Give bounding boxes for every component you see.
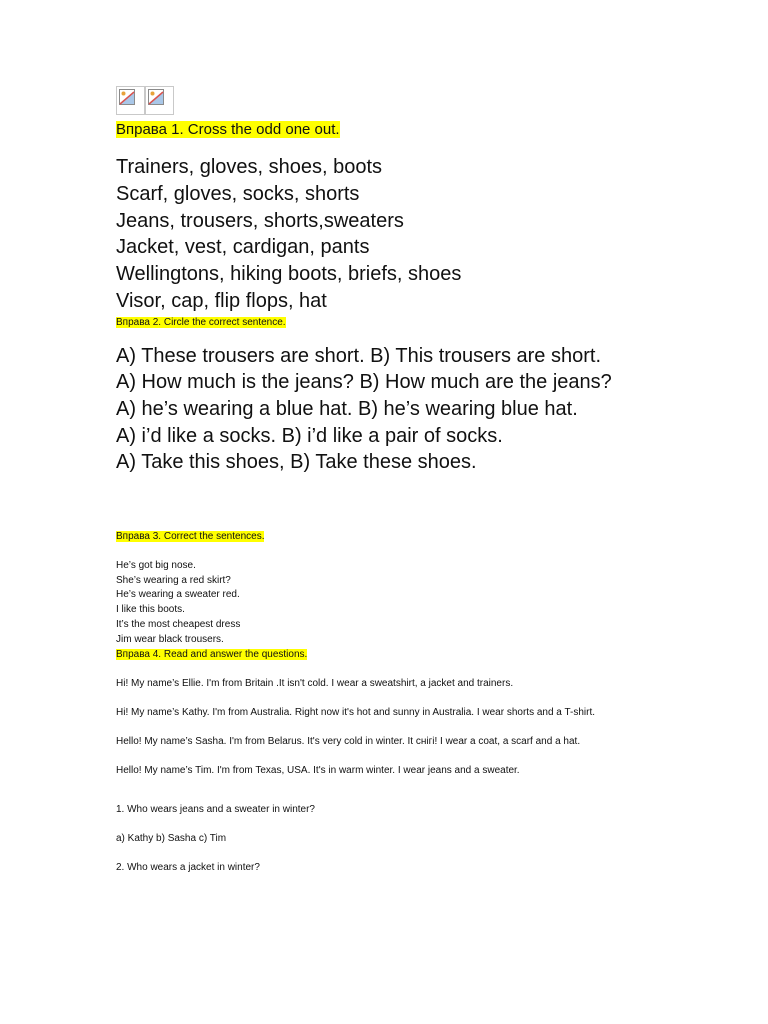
exercise2-heading: Вправа 2. Circle the correct sentence. [116, 316, 286, 328]
list-item: It’s the most cheapest dress [116, 618, 241, 630]
question-1-options: a) Kathy b) Sasha c) Tim [116, 832, 227, 844]
paragraph: Hi! My name’s Kathy. I'm from Australia. Right now it's hot and sunny in Australia. I wear shorts and a T-shirt. [116, 706, 596, 718]
list-item: He’s got big nose. [116, 559, 196, 571]
list-item: She’s wearing a red skirt? [116, 574, 231, 586]
list-item: Wellingtons, hiking boots, briefs, shoes [116, 263, 462, 286]
broken-image-icon [116, 86, 145, 115]
list-item: Scarf, gloves, socks, shorts [116, 182, 360, 205]
paragraph: Hello! My name’s Tim. I'm from Texas, USA. It's in warm winter. I wear jeans and a sweater. [116, 764, 520, 776]
list-item: Trainers, gloves, shoes, boots [116, 156, 383, 178]
list-item: Jim wear black trousers. [116, 633, 224, 645]
list-item: A) Take this shoes, B) Take these shoes. [116, 451, 477, 474]
list-item: A) he’s wearing a blue hat. B) he’s wearing blue hat. [116, 397, 578, 420]
list-item: I like this boots. [116, 604, 185, 616]
exercise4-heading: Вправа 4. Read and answer the questions. [116, 648, 308, 660]
question-1: 1. Who wears jeans and a sweater in winter? [116, 803, 315, 815]
broken-image-icon [145, 86, 174, 115]
exercise3-heading: Вправа 3. Correct the sentences. [116, 530, 265, 542]
paragraph: Hi! My name’s Ellie. I'm from Britain .It isn't cold. I wear a sweatshirt, a jacket and trainers. [116, 677, 514, 689]
exercise1-heading: Вправа 1. Cross the odd one out. [116, 121, 340, 138]
exercise2-list [116, 343, 656, 476]
list-item: He’s wearing a sweater red. [116, 589, 240, 601]
list-item: Jacket, vest, cardigan, pants [116, 236, 370, 259]
list-item: A) i’d like a socks. B) i’d like a pair of socks. [116, 424, 503, 447]
exercise3-list [116, 559, 656, 648]
list-item: A) How much is the jeans? B) How much are the jeans? [116, 371, 612, 394]
list-item: A) These trousers are short. B) This trousers are short. [116, 344, 601, 367]
question-2: 2. Who wears a jacket in winter? [116, 861, 260, 873]
list-item: Jeans, trousers, shorts,sweaters [116, 209, 404, 232]
list-item: Visor, cap, flip flops, hat [116, 289, 327, 312]
image-row [116, 86, 656, 116]
exercise1-list [116, 154, 656, 315]
document-page [116, 86, 656, 875]
paragraph: Hello! My name’s Sasha. I'm from Belarus. It's very cold in winter. It снігі! I wear a coat, a scarf and a hat. [116, 735, 581, 747]
